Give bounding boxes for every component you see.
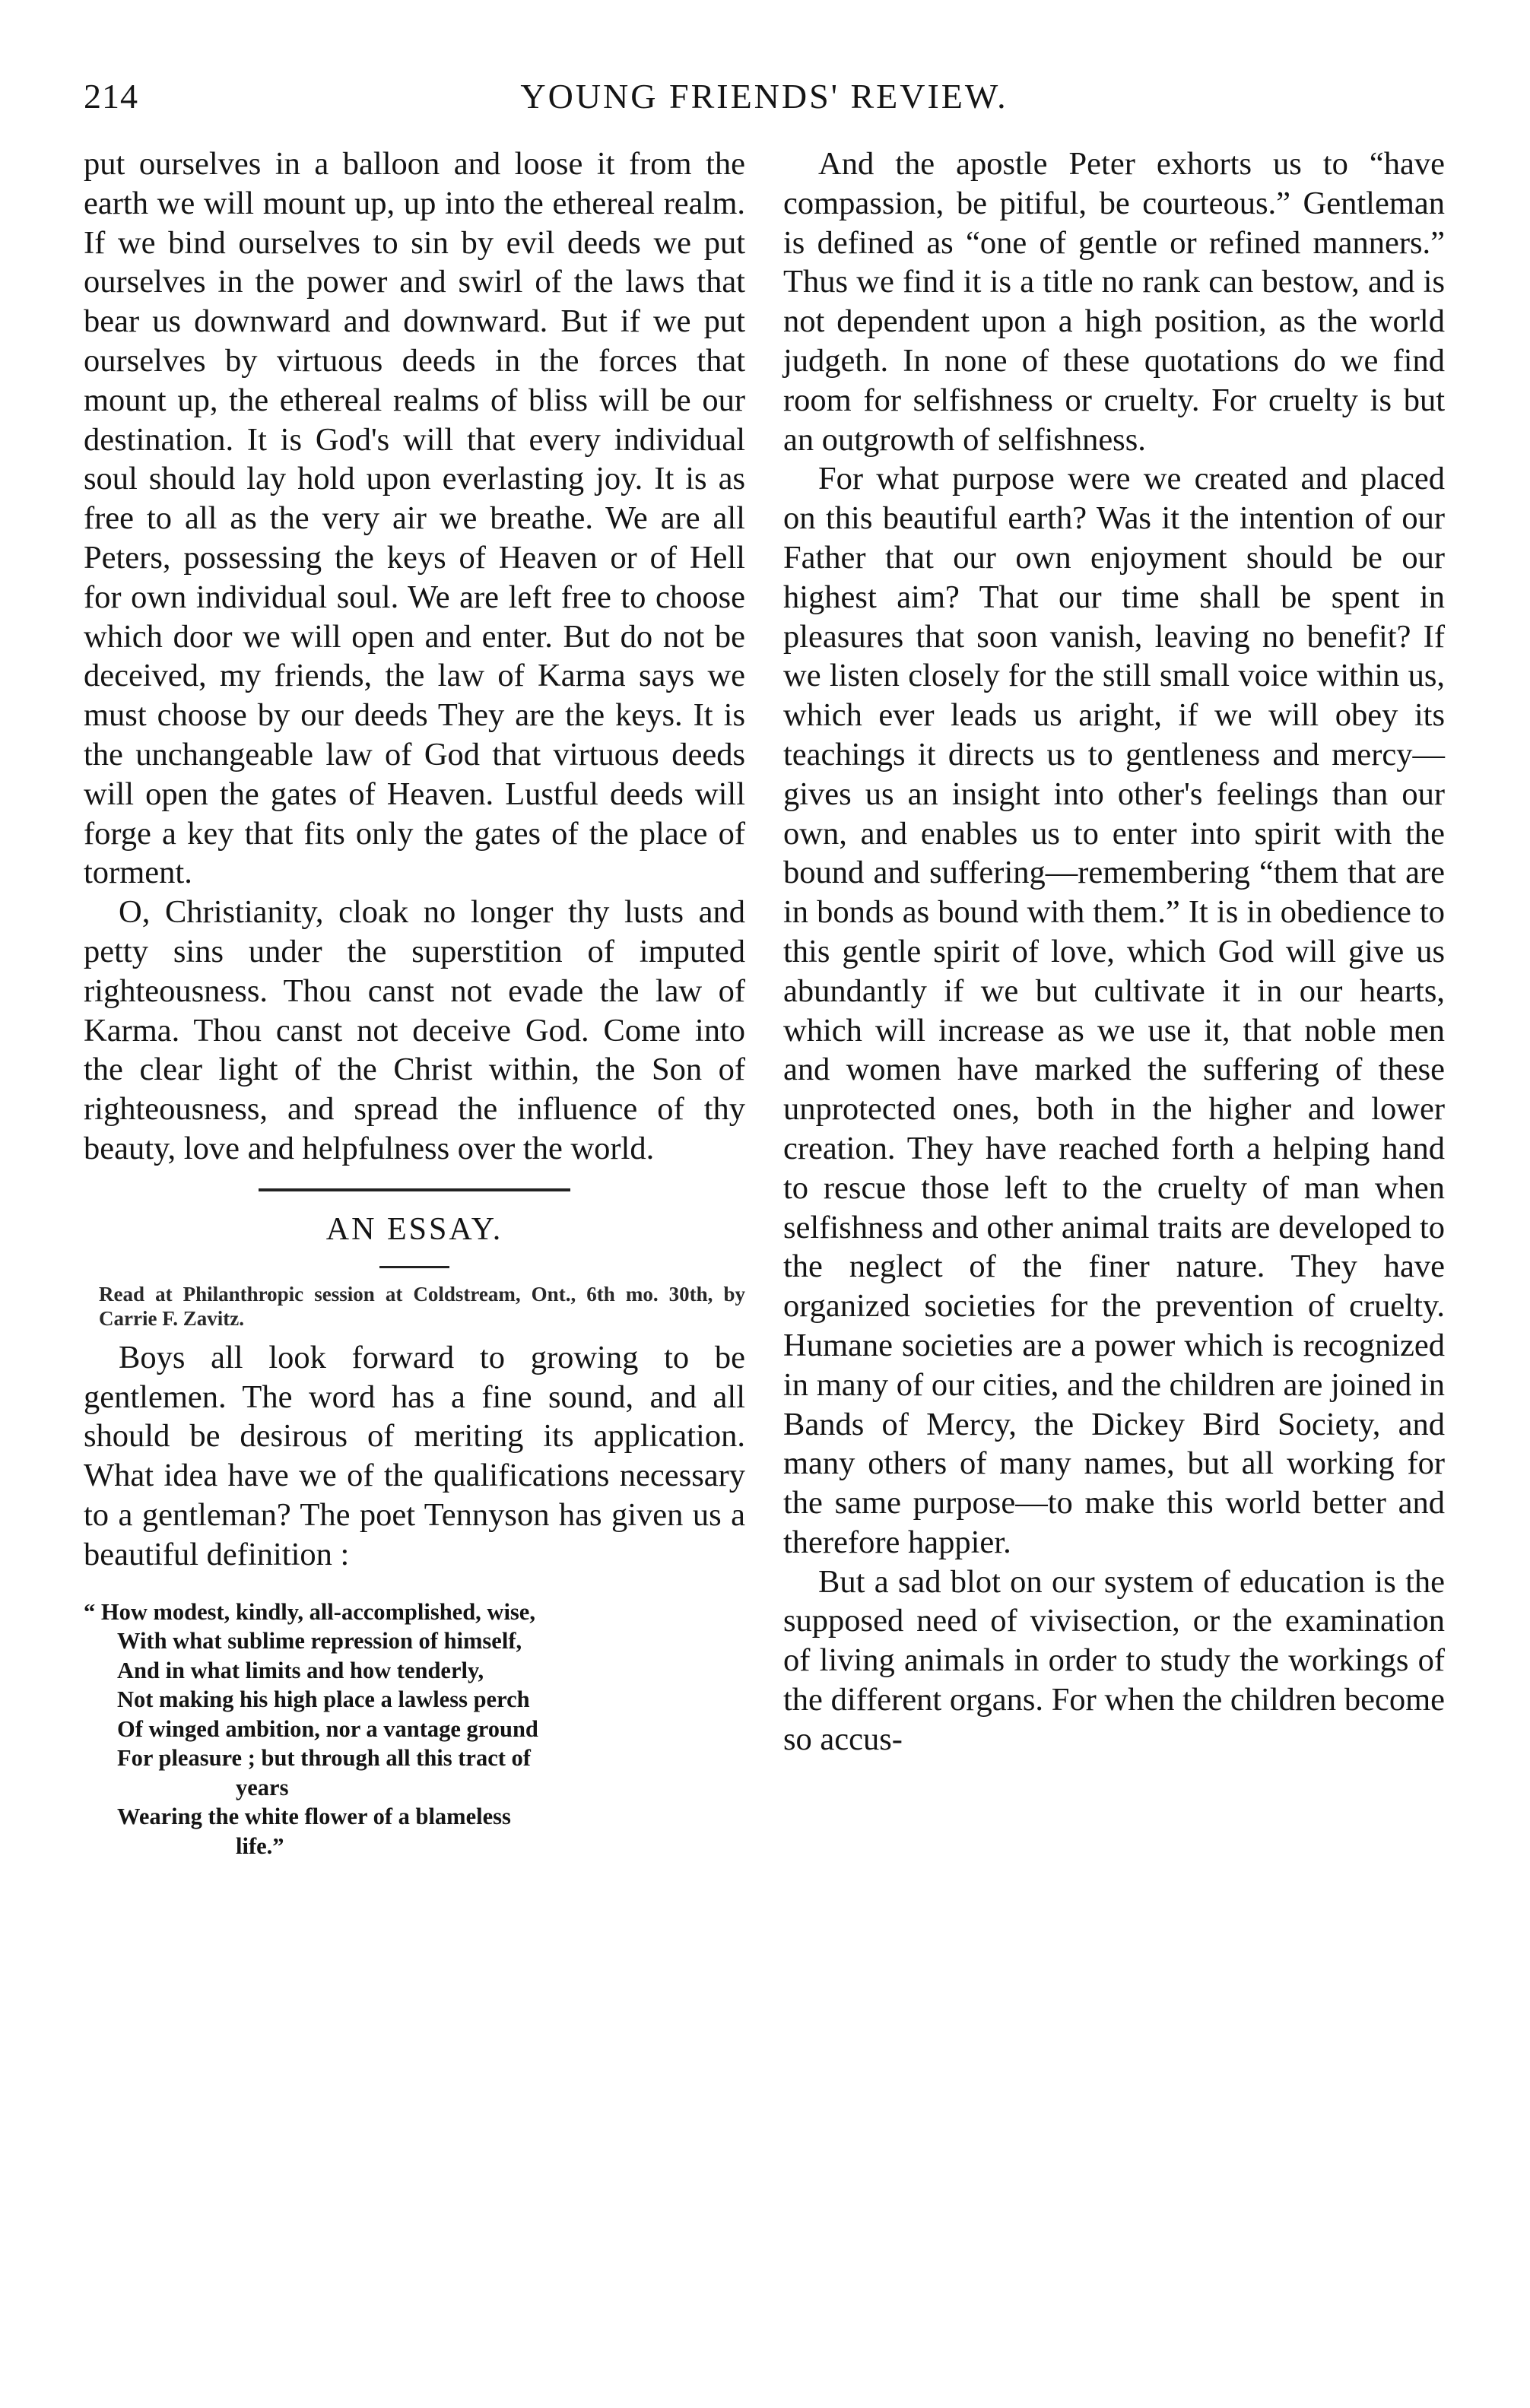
poem-line: For pleasure ; but through all this tract of <box>117 1745 531 1771</box>
title-underline <box>379 1266 449 1268</box>
essay-paragraph-1: Boys all look forward to growing to be gentlemen. The word has a fine sound, and all should be desirous of meriting its application. What idea have we of the qualifications necessary to a gentleman? The poet Tennyson has given us a beautiful definition : <box>84 1339 745 1572</box>
section-divider <box>259 1188 570 1191</box>
essay-title: AN ESSAY. <box>325 1211 503 1247</box>
running-title: YOUNG FRIENDS' REVIEW. <box>520 77 1008 116</box>
left-paragraph-1: put ourselves in a balloon and loose it from the earth we will mount up, up into the ethereal realm. If we bind ourselves to sin by evil deeds we put ourselves in the power and swirl of the laws that bear us downward and downward. But if we put ourselves by virtuous deeds in the forces that mount up, the ethereal realms of bliss will be our destination. It is God's will that every individual soul should lay hold upon everlasting joy. It is as free to all as the very air we breathe. We are all Peters, possessing the keys of Heaven or of Hell for own individual soul. We are left free to choose which door we will open and enter. But do not be deceived, my friends, the law of Karma says we must choose by our deeds They are the keys. It is the unchangeable law of God that virtuous deeds will open the gates of Heaven. Lustful deeds will forge a key that fits only the gates of the place of torment. <box>84 146 745 891</box>
page-number: 214 <box>84 77 138 116</box>
poem-line: life.” <box>236 1832 284 1859</box>
poem-line: Wearing the white flower of a blameless <box>117 1804 511 1829</box>
right-paragraph-3: But a sad blot on our system of education is the supposed need of vivisection, or the examination of living animals in order to study the workings of the different organs. For when the children become so accus- <box>783 1563 1445 1757</box>
right-paragraph-1: And the apostle Peter exhorts us to “have compassion, be pitiful, be courteous.” Gentleman is defined as “one of gentle or refined manners.” Thus we find it is a title no rank can bestow, and is not dependent upon a high position, as the world judgeth. In none of these quotations do we find room for selfishness or cruelty. For cruelty is but an outgrowth of selfishness. <box>783 146 1445 458</box>
left-column <box>84 144 745 1861</box>
poem-line: Not making his high place a lawless perch <box>117 1686 530 1712</box>
right-column <box>783 144 1445 1759</box>
poem-line: “ How modest, kindly, all-accomplished, wise, <box>84 1598 535 1625</box>
poem-line: Of winged ambition, nor a vantage ground <box>117 1715 538 1742</box>
poem-line: And in what limits and how tenderly, <box>117 1657 484 1683</box>
poem-line: years <box>236 1774 289 1800</box>
left-paragraph-2: O, Christianity, cloak no longer thy lusts and petty sins under the superstition of imputed righteousness. Thou canst not evade the law of Karma. Thou canst not deceive God. Come into the clear light of the Christ within, the Son of righteousness, and spread the influence of thy beauty, love and helpfulness over the world. <box>84 894 745 1166</box>
tennyson-quotation <box>84 1597 745 1861</box>
page-header <box>84 76 1445 129</box>
poem-line: With what sublime repression of himself, <box>117 1628 522 1654</box>
right-paragraph-2: For what purpose were we created and placed on this beautiful earth? Was it the intention of our Father that our own enjoyment should be our highest aim? That our time shall be spent in pleasures that soon vanish, leaving no benefit? If we listen closely for the still small voice within us, which ever leads us aright, if we will obey its teachings it directs us to gentleness and mercy—gives us an insight into other's feelings than our own, and enables us to enter into spirit with the bound and suffering—remembering “them that are in bonds as bound with them.” It is in obedience to this gentle spirit of love, which God will give us abundantly if we but cultivate it in our hearts, which will increase as we use it, that noble men and women have marked the suffering of these unprotected ones, both in the higher and lower creation. They have reached forth a helping hand to rescue those left to the cruelty of man when selfishness and other animal traits are developed to the neglect of the finer nature. They have organized societies for the prevention of cruelty. Humane societies are a power which is recognized in many of our cities, and the children are joined in Bands of Mercy, the Dickey Bird Society, and many others of many names, but all working for the same purpose—to make this world better and therefore happier. <box>783 461 1445 1560</box>
essay-byline: Read at Philanthropic session at Coldstream, Ont., 6th mo. 30th, by Carrie F. Zavitz. <box>99 1282 745 1330</box>
